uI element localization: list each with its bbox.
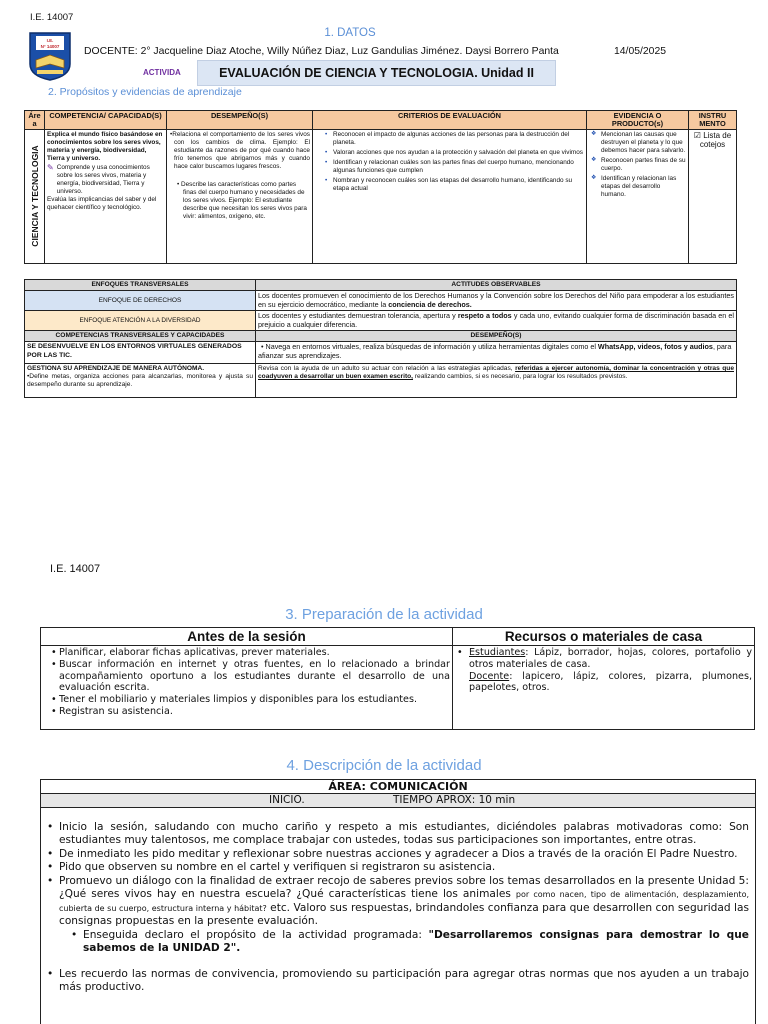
comp-tic: SE DESENVUELVE EN LOS ENTORNOS VIRTUALES GENERADOS POR LAS TIC. bbox=[25, 342, 256, 364]
criterio-2: Valoran acciones que nos ayudan a la protección y salvación del planeta en que vivimos bbox=[333, 148, 583, 156]
header-antes: Antes de la sesión bbox=[41, 628, 453, 646]
comp2-title: GESTIONA SU APRENDIZAJE DE MANERA AUTÓNOMA. bbox=[27, 365, 205, 373]
enfoque-derechos: ENFOQUE DE DERECHOS bbox=[25, 290, 256, 310]
desc-p1: • Inicio la sesión, saludando con mucho cariño y respeto a mis estudiantes, diciéndoles palabras motivadoras como: Son estudiantes muy talentosos, me complace trabajar con ustedes, todas sus participaciones son importantes, entre otras. bbox=[47, 821, 749, 847]
desc-p4: • Promuevo un diálogo con la finalidad de extraer recojo de saberes previos sobre los temas desarrollados en la presente Unidad 5: ¿Qué seres vivos hay en nuestra escuela? ¿Qué características tiene los animales por como nacen, tipo de alimentación, desplazamiento, cubierta de su cuerpo, estructura interna y hábitat? etc. Valoro sus respuestas, brindandoles confianza para que desarrollen con seguridad las consignas propuestas en la presente evaluación. bbox=[47, 874, 749, 928]
desc-p6-text: Les recuerdo las normas de convivencia, promoviendo su participación para agregar otras normas que nos ayuden a un trabajo más productivo. bbox=[59, 967, 749, 993]
criterio-3: Identifican y relacionan cuáles son las partes finas del cuerpo humano, mencionando algunas funciones que cumplen bbox=[333, 158, 574, 174]
actitud1-text: Los docentes promueven el conocimiento de los Derechos Humanos y la Convención sobre los Derechos del Niño para empoderar a los estudiantes en su ejercicio democrático, mediante la bbox=[258, 290, 734, 309]
competencia-cell bbox=[45, 129, 167, 263]
desc-p6: • Les recuerdo las normas de convivencia, promoviendo su participación para agregar otras normas que nos ayuden a un trabajo más productivo. bbox=[47, 967, 749, 993]
antes-item-3: • Tener el mobiliario y materiales limpios y disponibles para los estudiantes. bbox=[59, 694, 450, 706]
section4-title: 4. Descripción de la actividad bbox=[286, 757, 482, 774]
evidencia-3: Identifican y relacionan las etapas del desarrollo humano. bbox=[601, 174, 677, 198]
evaluation-title-box bbox=[197, 60, 556, 86]
header-criterios: CRITERIOS DE EVALUACIÓN bbox=[313, 111, 587, 130]
section2-title: 2. Propósitos y evidencias de aprendizaje bbox=[48, 86, 242, 98]
area-comunicacion: ÁREA: COMUNICACIÓN bbox=[41, 780, 755, 794]
header-actitudes: ACTITUDES OBSERVABLES bbox=[256, 280, 737, 291]
rec-estudiantes-label: Estudiantes bbox=[469, 647, 526, 658]
actitud-diversidad bbox=[256, 311, 737, 331]
desemp1-text-c: , para afianzar sus aprendizajes. bbox=[258, 342, 732, 361]
header-comp-transversales: COMPETENCIAS TRANSVERSALES Y CAPACIDADES bbox=[25, 331, 256, 342]
school-code-top: I.E. 14007 bbox=[30, 12, 74, 23]
header-recursos: Recursos o materiales de casa bbox=[453, 628, 755, 646]
purposes-table bbox=[24, 110, 737, 264]
desempeno-cell: •Relaciona el comportamiento de los seres vivos con los cambios de clima. Ejemplo: El estudiante da razones de por qué cuando hace frío tenemos que abrigarnos más y cuando hace calor buscamos lugares frescos. • Describe las características como partes finas del cuerpo humano y necesidades de los seres vivos. Ejemplo: El estudiante describe que necesitan los seres vivos para vivir: alimentos, oxígeno, etc. bbox=[167, 129, 313, 263]
rec-estudiantes-text: : Lápiz, borrador, hojas, colores, portafolio y otros materiales de casa. bbox=[469, 647, 752, 670]
actitud2-bold: respeto a todos bbox=[457, 311, 512, 321]
svg-text:N° 14007: N° 14007 bbox=[40, 44, 60, 49]
antes-item-2: • Buscar información en internet y otras fuentes, en lo relacionado a brindar acompañamiento oportuno a los estudiantes durante el desarrollo de una evaluación escrita. bbox=[59, 659, 450, 694]
recursos-cell: • Estudiantes: Lápiz, borrador, hojas, colores, portafolio y otros materiales de casa. Docente: lapicero, lápiz, colores, pizarra, plumones, papelotes, otros. bbox=[453, 646, 755, 730]
desemp2-text-c: realizando cambios, si es necesario, para lograr los resultados previstos. bbox=[413, 373, 628, 381]
comp2-desc: •Define metas, organiza acciones para alcanzarlas, monitorea y ajusta su desempeño durante su aprendizaje. bbox=[27, 373, 253, 389]
desc-p2: • De inmediato les pido meditar y reflexionar sobre nuestras acciones y agradecer a Dios a través de la oración El Padre Nuestro. bbox=[47, 847, 738, 860]
antes-cell bbox=[41, 646, 453, 730]
enfoque-diversidad: ENFOQUE ATENCIÓN A LA DIVERSIDAD bbox=[25, 311, 256, 331]
instrumento-text: Lista de cotejos bbox=[699, 130, 732, 149]
rec-docente-label: Docente bbox=[469, 670, 510, 682]
desemp-autonoma bbox=[256, 364, 737, 398]
desc-p1-text: Inicio la sesión, saludando con mucho cariño y respeto a mis estudiantes, diciéndoles palabras motivadoras como: Son estudiantes muy talentosos, me complace trabajar con ustedes, todas sus participaciones son importantes, entre otras. bbox=[59, 821, 749, 847]
actitud-derechos bbox=[256, 290, 737, 310]
desemp2-bold: referidas a ejercer autonomía, dominar la concentración y otras que coadyuven a desarrollar un buen examen escrito, bbox=[258, 365, 734, 381]
header-desempenos: DESEMPEÑO(S) bbox=[256, 331, 737, 342]
desempeno-2: Describe las características como partes finas del cuerpo humano y necesidades de los seres vivos. Ejemplo: El estudiante describe que necesitan los seres vivos para vivir: alimentos, oxígeno, etc. bbox=[181, 180, 307, 220]
desemp1-bold: WhatsApp, videos, fotos y audios bbox=[597, 342, 713, 352]
school-code-mid: I.E. 14007 bbox=[50, 563, 101, 575]
desc-p4-small: por como nacen, tipo de alimentación, desplazamiento, cubierta de su cuerpo, estructura interna y hábitat? bbox=[59, 890, 749, 913]
docente-line: DOCENTE: 2° Jacqueline Diaz Atoche, Willy Núñez Diaz, Luz Gandulias Jiménez. Daysi Borrero Panta bbox=[84, 46, 559, 57]
session-date: 14/05/2025 bbox=[614, 46, 667, 57]
actitud1-bold: conciencia de derechos. bbox=[388, 299, 472, 309]
capacidad-1: Comprende y usa conocimientos sobre los seres vivos, materia y energía, biodiversidad, Tierra y universo. bbox=[56, 163, 150, 195]
rec-docente-text: : lapicero, lápiz, colores, pizarra, plumones, papelotes, otros. bbox=[469, 670, 752, 694]
actitud2-text-c: y cada uno, evitando cualquier forma de discriminación basada en el prejuicio a cualquier diferencia. bbox=[258, 311, 734, 329]
area-vertical-label: CIENCIA Y TECNOLOGIA bbox=[29, 145, 40, 247]
criterio-1: Reconocen el impacto de algunas acciones de las personas para la destrucción del planeta. bbox=[333, 130, 570, 146]
evaluation-title: EVALUACIÓN DE CIENCIA Y TECNOLOGIA. Unidad II bbox=[219, 66, 534, 80]
evidencia-1: Mencionan las causas que destruyen el planeta y lo que debemos hacer para salvarlo. bbox=[601, 130, 686, 154]
actitud2-text-a: Los docentes y estudiantes demuestran tolerancia, apertura y bbox=[258, 311, 458, 321]
desemp2-text: Revisa con la ayuda de un adulto su actuar con relación a las estrategias aplicadas, bbox=[258, 365, 516, 373]
header-enfoques: ENFOQUES TRANSVERSALES bbox=[25, 280, 256, 291]
desc-p5-bold: "Desarrollaremos consignas para demostrar lo que sabemos de la UNIDAD 2". bbox=[83, 928, 749, 955]
description-content bbox=[40, 794, 756, 1024]
inicio-label: INICIO. bbox=[269, 794, 305, 806]
preparation-table bbox=[40, 627, 755, 730]
criterio-4: Nombran y reconocen cuáles son las etapas del desarrollo humano, identificando su etapa actual bbox=[333, 176, 573, 192]
evidencia-2: Reconocen partes finas de su cuerpo. bbox=[601, 156, 686, 172]
desc-p5: • Enseguida declaro el propósito de la actividad programada: "Desarrollaremos consignas para demostrar lo que sabemos de la UNIDAD 2". bbox=[71, 928, 749, 955]
desemp-tic: • Navega en entornos virtuales, realiza búsquedas de información y utiliza herramientas digitales como el WhatsApp, videos, fotos y audios, para afianzar sus aprendizajes. bbox=[256, 342, 737, 364]
section3-title: 3. Preparación de la actividad bbox=[285, 606, 483, 623]
header-instrumento: INSTRU MENTO bbox=[689, 111, 737, 130]
area-cell bbox=[25, 129, 45, 263]
instrumento-cell bbox=[689, 129, 737, 263]
actividad-label: ACTIVIDA bbox=[143, 68, 181, 77]
desc-p3-text: Pido que observen su nombre en el cartel y verifiquen si registraron su asistencia. bbox=[59, 861, 496, 874]
checkbox-icon: ☑ bbox=[693, 130, 701, 140]
header-competencia: COMPETENCIA/ CAPACIDAD(S) bbox=[45, 111, 167, 130]
criterios-cell bbox=[313, 129, 587, 263]
header-evidencia: EVIDENCIA O PRODUCTO(s) bbox=[587, 111, 689, 130]
capacidad-2: Evalúa las implicancias del saber y del quehacer científico y tecnológico. bbox=[47, 195, 157, 211]
desc-p2-text: De inmediato les pido meditar y reflexionar sobre nuestras acciones y agradecer a Dios a través de la oración El Padre Nuestro. bbox=[59, 847, 738, 860]
antes-item-1: • Planificar, elaborar fichas aplicativas, prever materiales. bbox=[59, 647, 450, 659]
header-desempeno: DESEMPEÑO(S) bbox=[167, 111, 313, 130]
enfoques-table bbox=[24, 279, 737, 398]
antes-item-4: • Registran su asistencia. bbox=[59, 706, 450, 718]
desc-p3: • Pido que observen su nombre en el cartel y verifiquen si registraron su asistencia. bbox=[47, 861, 496, 874]
competencia-title: Explica el mundo físico basándose en conocimientos sobre los seres vivos, materia y energía, biodiversidad, Tierra y universo. bbox=[47, 130, 163, 162]
desc-p4-text-a: Promuevo un diálogo con la finalidad de extraer recojo de saberes previos sobre los temas desarrollados en la presente Unidad 5: ¿Qué seres vivos hay en nuestra escuela? ¿Qué características tiene los animales bbox=[59, 874, 749, 901]
tag-icon: ✎ bbox=[47, 162, 54, 172]
tiempo-label: TIEMPO APROX: 10 min bbox=[393, 794, 516, 806]
svg-text:I.E.: I.E. bbox=[46, 38, 54, 43]
desempeno-1: Relaciona el comportamiento de los seres vivos con los cambios de clima. Ejemplo: El estudiante da razones de por qué cuando hace frío tenemos que abrigarnos más y cuando hace calor buscamos lugares frescos. bbox=[172, 130, 310, 170]
desc-p5-text: Enseguida declaro el propósito de la actividad programada: bbox=[83, 928, 429, 941]
comp-autonoma bbox=[25, 364, 256, 398]
section1-title: 1. DATOS bbox=[324, 27, 376, 39]
desc-p4-text-b: etc. Valoro sus respuestas, brindandoles confianza para que desarrollen con seguridad las consignas propuestas en la presente evaluación. bbox=[59, 901, 749, 928]
header-area: Áre a bbox=[25, 111, 45, 130]
desemp1-text: Navega en entornos virtuales, realiza búsquedas de información y utiliza herramientas digitales como el bbox=[265, 342, 598, 352]
evidencia-cell bbox=[587, 129, 689, 263]
